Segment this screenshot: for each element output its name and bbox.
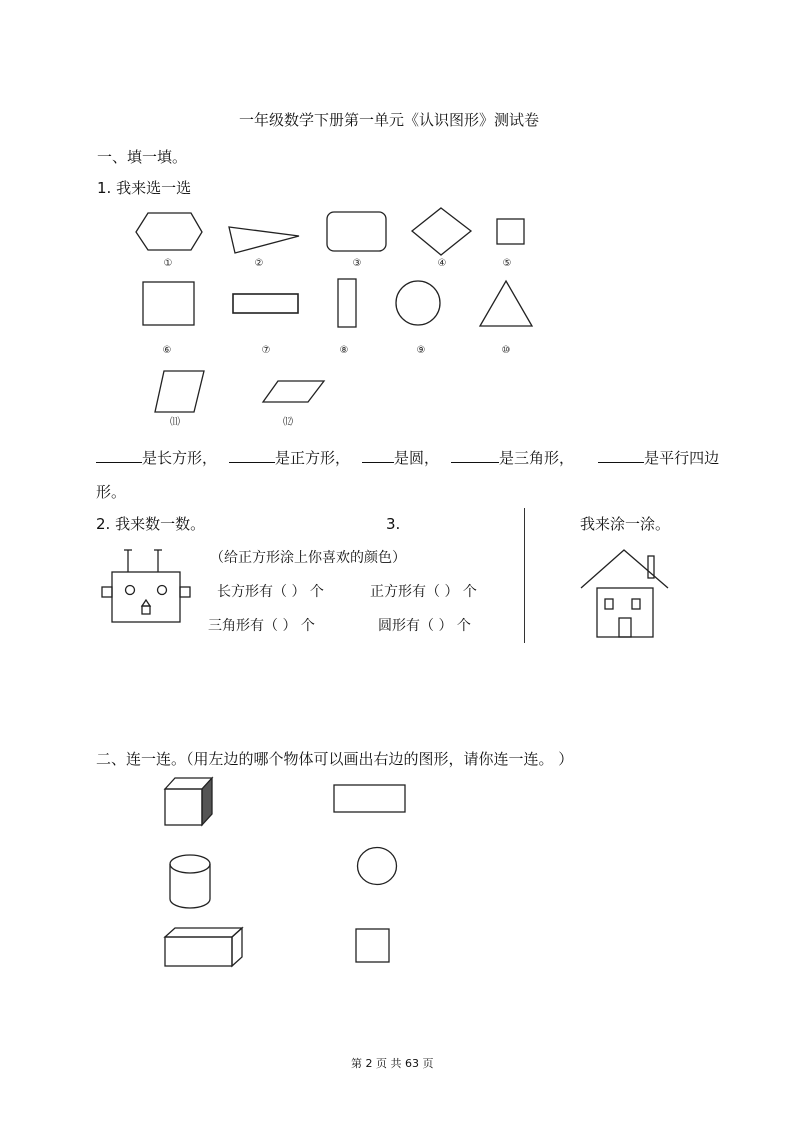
blank-square[interactable] xyxy=(229,448,275,463)
answer-rectangle-text: 是长方形， xyxy=(142,449,218,467)
q3-title: 我来涂一涂。 xyxy=(580,515,671,533)
answer-parallelogram-text: 是平行四边 xyxy=(644,449,720,467)
q2-label: 2. 我来数一数。 xyxy=(96,515,206,533)
match-circle-shape xyxy=(356,846,398,886)
blank-rectangle[interactable] xyxy=(96,448,142,463)
q1-label: 1. 我来选一选 xyxy=(97,179,192,197)
shape-label-4: ④ xyxy=(437,258,447,269)
q1-answer-line xyxy=(96,448,720,467)
divider-line xyxy=(524,508,525,643)
shape-label-6: ⑥ xyxy=(162,345,172,356)
rounded-rectangle-shape xyxy=(326,211,388,253)
cylinder-object xyxy=(168,853,214,911)
blank-parallelogram[interactable] xyxy=(598,448,644,463)
triangle-shape xyxy=(479,280,533,328)
count-triangle: 三角形有（ ） 个 xyxy=(208,618,315,634)
count-square: 正方形有（ ） 个 xyxy=(370,584,477,600)
section2-heading: 二、连一连。（用左边的哪个物体可以画出右边的图形，请你连一连。 ） xyxy=(96,750,574,768)
shape-label-5: ⑤ xyxy=(502,258,512,269)
match-rectangle-shape xyxy=(333,784,407,814)
q2-instruction: （给正方形涂上你喜欢的颜色） xyxy=(210,550,406,566)
shape-label-7: ⑦ xyxy=(261,345,271,356)
match-square-shape xyxy=(355,928,391,964)
shape-label-9: ⑨ xyxy=(416,345,426,356)
square-shape xyxy=(142,281,196,327)
rhombus-shape xyxy=(411,207,473,257)
blank-triangle[interactable] xyxy=(451,448,499,463)
shape-label-10: ⑩ xyxy=(501,345,511,356)
shape-label-2: ② xyxy=(254,258,264,269)
shape-label-12: ⑿ xyxy=(283,417,293,428)
answer-triangle-text: 是三角形， xyxy=(499,449,575,467)
shape-label-3: ③ xyxy=(352,258,362,269)
shape-label-11: ⑾ xyxy=(170,417,180,428)
small-square-shape xyxy=(496,218,526,246)
section1-heading: 一、填一填。 xyxy=(97,148,188,166)
cuboid-object xyxy=(163,927,245,969)
robot-figure xyxy=(100,548,194,624)
circle-shape xyxy=(395,280,441,326)
q3-label: 3. xyxy=(386,515,401,533)
count-rectangle: 长方形有（ ） 个 xyxy=(217,584,324,600)
tall-rectangle-shape xyxy=(337,278,359,330)
shape-label-8: ⑧ xyxy=(339,345,349,356)
thin-triangle-shape xyxy=(228,224,302,256)
count-circle: 圆形有（ ） 个 xyxy=(378,618,471,634)
blank-circle[interactable] xyxy=(362,448,394,463)
hexagon-shape xyxy=(136,212,204,252)
shape-label-1: ① xyxy=(163,258,173,269)
cube-object xyxy=(164,777,214,827)
house-figure xyxy=(580,548,672,640)
parallelogram-tall-shape xyxy=(154,370,206,414)
page-title: 一年级数学下册第一单元《认识图形》测试卷 xyxy=(239,111,540,129)
answer-square-text: 是正方形， xyxy=(275,449,351,467)
flat-rectangle-shape xyxy=(232,293,300,315)
answer-tail: 形。 xyxy=(96,483,127,501)
answer-circle-text: 是圆， xyxy=(394,449,440,467)
page-footer: 第 2 页 共 63 页 xyxy=(351,1057,434,1070)
parallelogram-flat-shape xyxy=(262,380,326,404)
